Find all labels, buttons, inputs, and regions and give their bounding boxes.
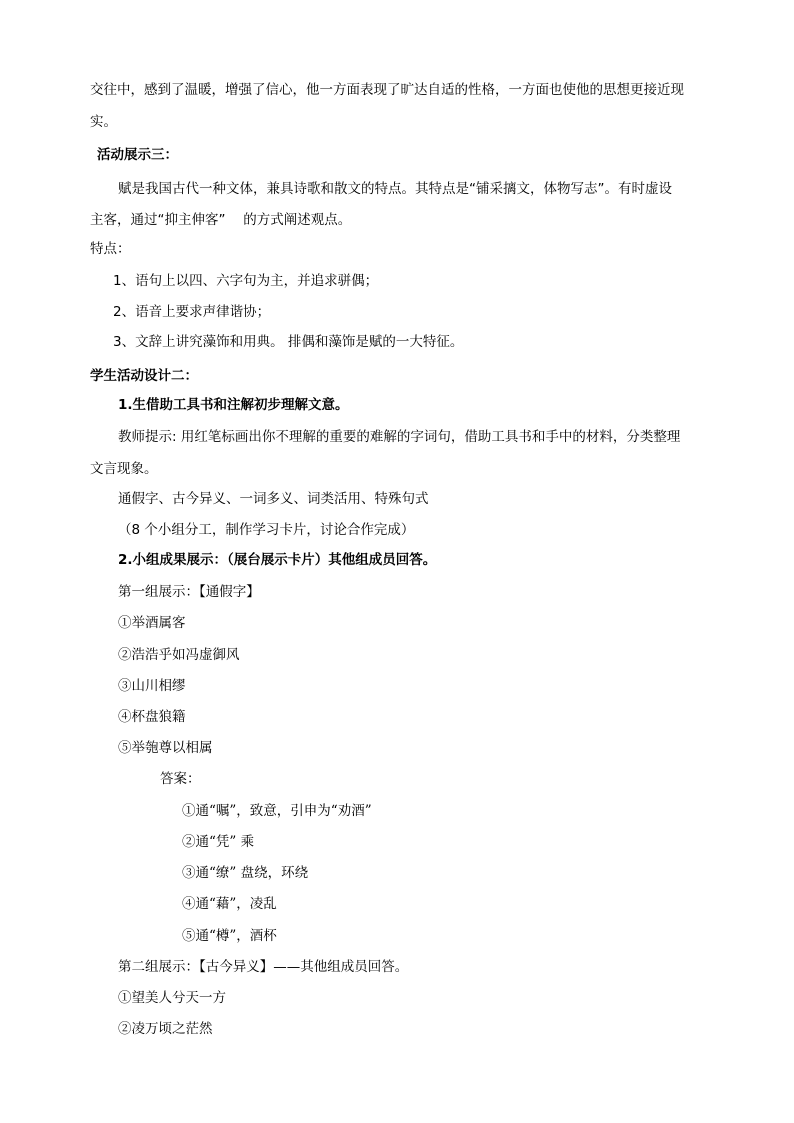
list-item: 3、文辞上讲究藻饰和用典。 排偶和藻饰是赋的一大特征。 — [113, 334, 464, 350]
answer-item: ④通“藉”，凌乱 — [182, 896, 277, 912]
text-line: 通假字、古今异义、一词多义、词类活用、特殊句式 — [118, 491, 429, 507]
section-heading: 学生活动设计二： — [90, 368, 198, 384]
list-item: ②凌万顷之茫然 — [118, 1021, 213, 1037]
list-item: 2、语音上要求声律谐协； — [113, 304, 271, 320]
text-line: 特点： — [90, 241, 131, 257]
text-line: （8 个小组分工，制作学习卡片，讨论合作完成） — [118, 522, 415, 538]
subheading: 1.生借助工具书和注解初步理解文意。 — [118, 397, 349, 413]
text-line: 主客，通过“抑主伸客” 的方式阐述观点。 — [90, 212, 352, 228]
text-line: 第二组展示：【古今异义】——其他组成员回答。 — [118, 959, 409, 975]
list-item: ⑤举匏尊以相属 — [118, 740, 213, 756]
answer-item: ①通“嘱”，致意，引申为“劝酒” — [182, 803, 372, 819]
answer-item: ⑤通“樽”，酒杯 — [182, 928, 277, 944]
answer-item: ②通“凭” 乘 — [182, 834, 255, 850]
list-item: ④杯盘狼籍 — [118, 709, 186, 725]
list-item: 1、语句上以四、六字句为主，并追求骈偶； — [113, 273, 379, 289]
list-item: ①举酒属客 — [118, 615, 186, 631]
text-line: 文言现象。 — [90, 461, 158, 477]
section-heading: 活动展示三： — [97, 147, 178, 163]
list-item: ②浩浩乎如冯虚御风 — [118, 647, 240, 663]
text-line: 交往中，感到了温暖，增强了信心，他一方面表现了旷达自适的性格，一方面也使他的思想更接近现 — [90, 82, 684, 98]
subheading: 2.小组成果展示：（展台展示卡片）其他组成员回答。 — [118, 552, 437, 568]
list-item: ①望美人兮天一方 — [118, 990, 226, 1006]
answer-label: 答案： — [160, 771, 201, 787]
list-item: ③山川相缪 — [118, 678, 186, 694]
text-line: 教师提示: 用红笔标画出你不理解的重要的难解的字词句，借助工具书和手中的材料，分类整理 — [118, 429, 681, 445]
text-line: 实。 — [90, 114, 117, 130]
answer-item: ③通“缭” 盘绕，环绕 — [182, 865, 309, 881]
text-line: 第一组展示：【通假字】 — [118, 584, 260, 600]
text-line: 赋是我国古代一种文体，兼具诗歌和散文的特点。其特点是“铺采摛文，体物写志”。有时虚设 — [118, 181, 672, 197]
